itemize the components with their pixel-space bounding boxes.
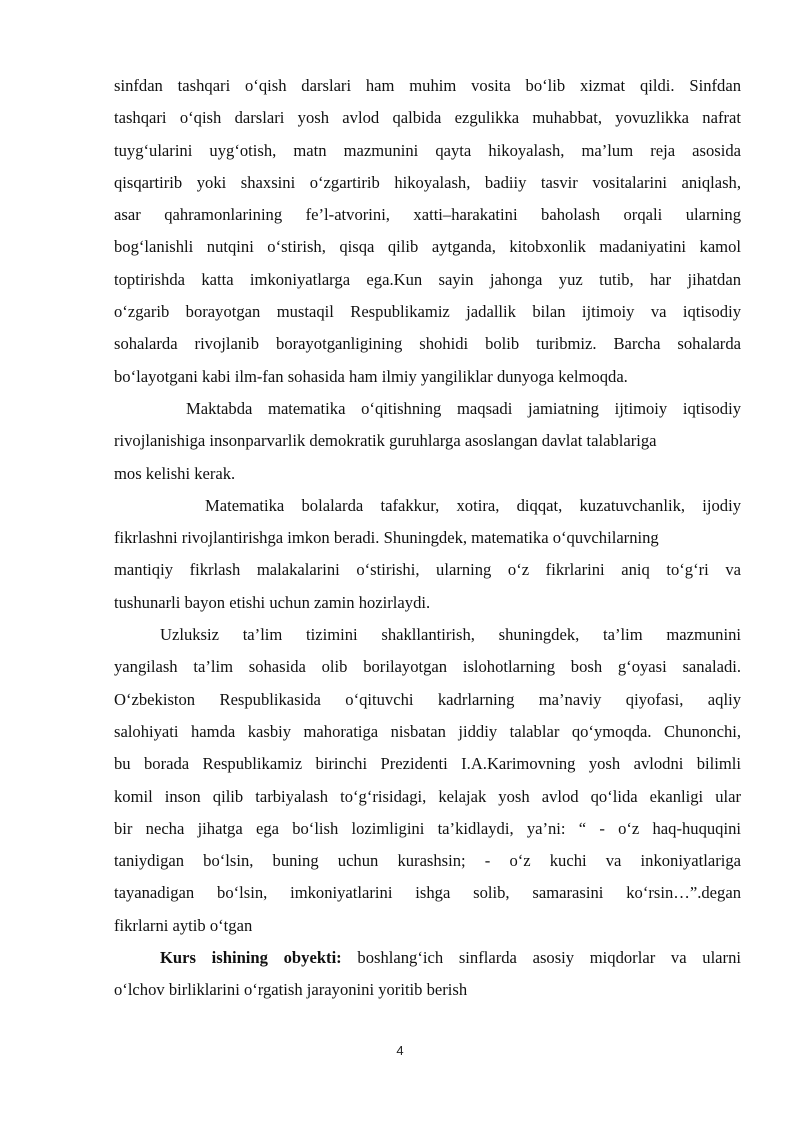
text-line: mos kelishi kerak. [114,463,236,483]
paragraph-continuous-education [114,619,741,942]
page-body [114,70,741,1007]
paragraph-course-object [114,942,741,1007]
text-line: tashqari o‘qish darslari yosh avlod qalbida ezgulikka muhabbat, yovuzlikka nafrat [114,108,741,128]
paragraph-math-thinking [114,490,741,619]
text-line: bo‘layotgani kabi ilm-fan sohasida ham ilmiy yangiliklar dunyoga kelmoqda. [114,366,628,386]
text-line: komil inson qilib tarbiyalash to‘g‘risidagi, kelajak yosh avlod qo‘lida ekanligi ular [114,786,741,806]
text-line: tuyg‘ularini uyg‘otish, matn mazmunini qayta hikoyalash, ma’lum reja asosida [114,140,741,160]
text-line: fikrlarni aytib o‘tgan [114,915,253,935]
text-line: toptirishda katta imkoniyatlarga ega.Kun sayin jahonga yuz tutib, har jihatdan [114,269,741,289]
text-line: sinfdan tashqari o‘qish darslari ham muhim vosita bo‘lib xizmat qildi. Sinfdan [114,76,741,95]
text-line: taniydigan bo‘lsin, buning uchun kurashsin; - o‘z kuchi va inkoniyatlariga [114,851,741,871]
text-line: tayanadigan bo‘lsin, imkoniyatlarini ishga solib, samarasini ko‘rsin…”.degan [114,883,741,903]
text-line: fikrlashni rivojlantirishga imkon beradi. Shuningdek, matematika o‘quvchilarning [114,528,659,548]
text-line: asar qahramonlarining fe’l-atvorini, xatti–harakatini baholash orqali ularning [114,205,741,225]
text-line: qisqartirib yoki shaxsini o‘zgartirib hikoyalash, badiiy tasvir vositalarini aniqlash, [114,172,741,192]
text-line: Maktabda matematika o‘qitishning maqsadi jamiatning ijtimoiy iqtisodiy [186,398,741,418]
text-line: tushunarli bayon etishi uchun zamin hozirlaydi. [114,592,431,612]
text-line: sohalarda rivojlanib borayotganligining shohidi bolib turibmiz. Barcha sohalarda [114,334,741,354]
text-line: o‘lchov birliklarini o‘rgatish jarayonini yoritib berish [114,980,468,1000]
text-line: Uzluksiz ta’lim tizimini shakllantirish, shuningdek, ta’lim mazmunini [160,625,741,645]
text-line: bir necha jihatga ega bo‘lish lozimligini ta’kidlaydi, ya’ni: “ - o‘z haq-huquqini [114,818,741,838]
text-line: mantiqiy fikrlash malakalarini o‘stirishi, ularning o‘z fikrlarini aniq to‘g‘ri va [114,560,741,580]
text-line: rivojlanishiga insonparvarlik demokratik guruhlarga asoslangan davlat talablariga [114,431,657,451]
page-number: 4 [396,1043,404,1058]
course-object-label: Kurs ishining obyekti: [160,948,342,968]
text-line: o‘zgarib borayotgan mustaqil Respublikamiz jadallik bilan ijtimoiy va iqtisodiy [114,302,741,322]
text-line: O‘zbekiston Respublikasida o‘qituvchi kadrlarning ma’naviy qiyofasi, aqliy [114,689,741,709]
text-line [114,942,741,974]
text-line: yangilash ta’lim sohasida olib borilayotgan islohotlarning bosh g‘oyasi sanaladi. [114,657,741,677]
text-line: salohiyati hamda kasbiy mahoratiga nisbatan jiddiy talablar qo‘ymoqda. Chunonchi, [114,721,741,741]
text-line: Matematika bolalarda tafakkur, xotira, diqqat, kuzatuvchanlik, ijodiy [205,495,741,515]
paragraph-math-purpose [114,393,741,490]
text-line: bu borada Respublikamiz birinchi Prezidenti I.A.Karimovning yosh avlodni bilimli [114,754,741,774]
paragraph-reading-lessons [114,70,741,393]
text-line: bog‘lanishli nutqini o‘stirish, qisqa qilib aytganda, kitobxonlik madaniyatini kamol [114,237,741,257]
course-object-text: boshlang‘ich sinflarda asosiy miqdorlar va ularni [357,948,741,968]
